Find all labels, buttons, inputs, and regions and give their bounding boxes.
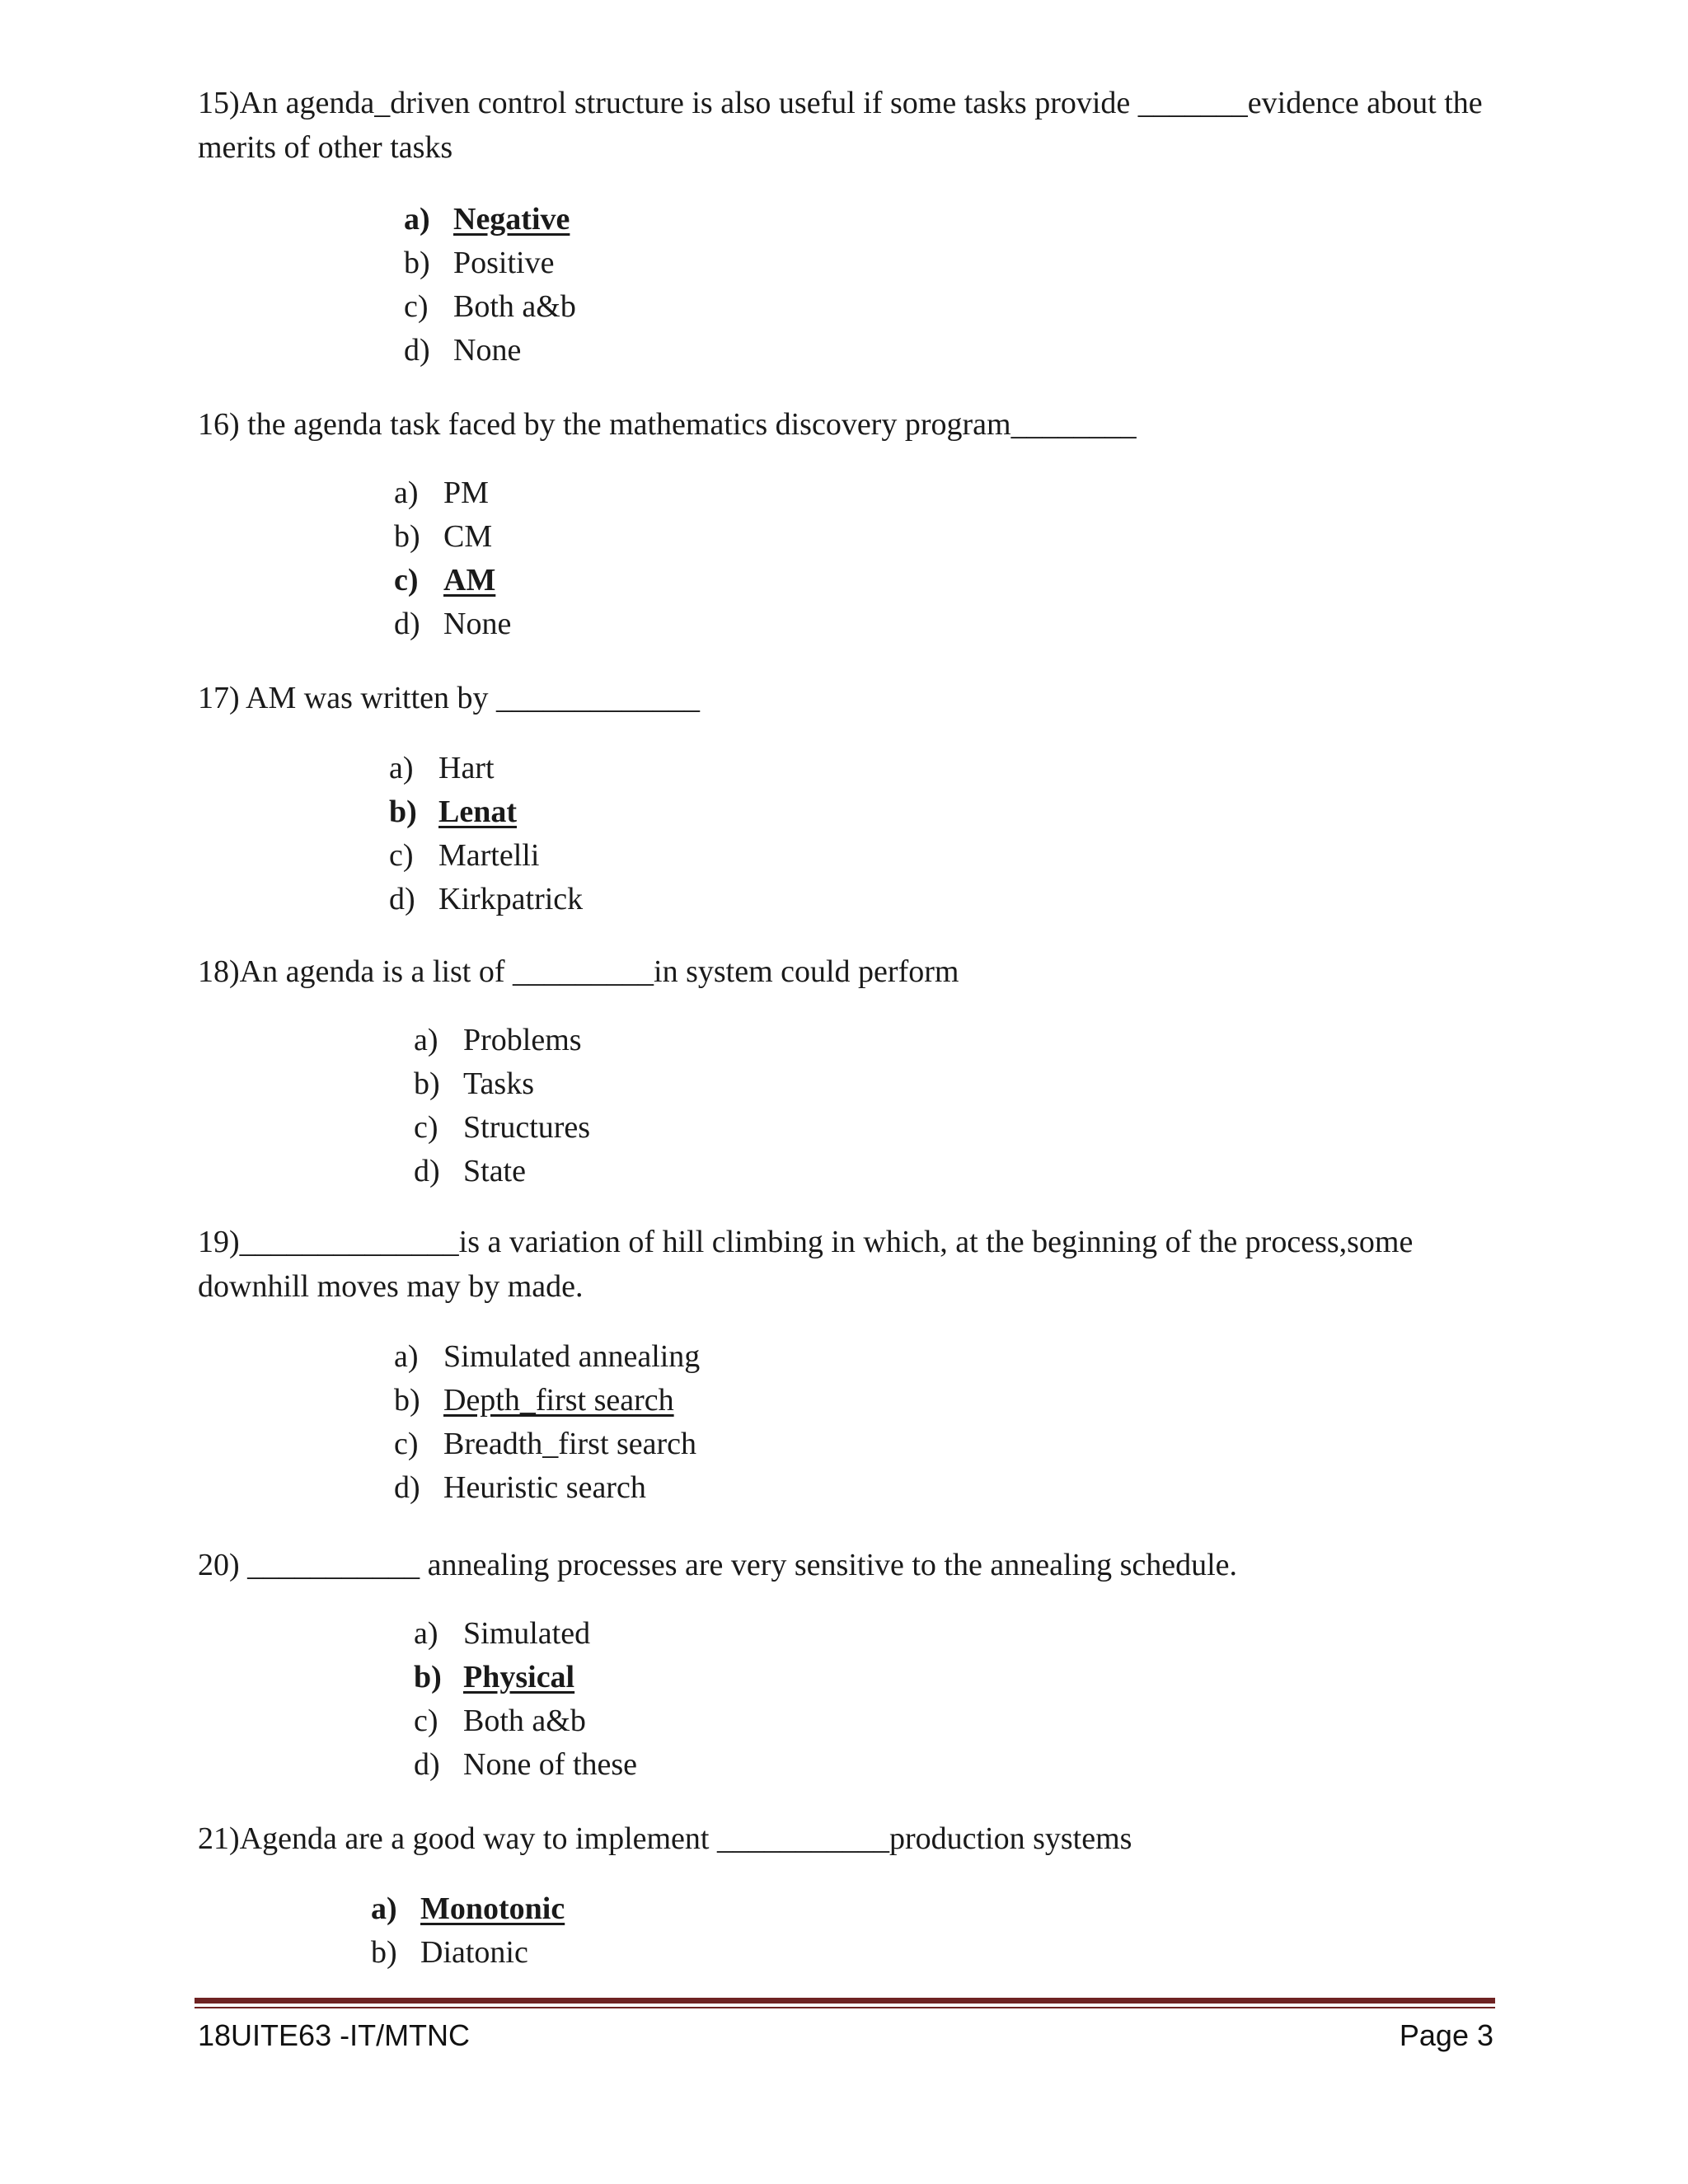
- option-text: Negative: [453, 202, 570, 237]
- option-text: CM: [443, 519, 493, 554]
- footer-page-number: Page 3: [1399, 2018, 1493, 2052]
- option-text: PM: [443, 476, 489, 510]
- option-letter: c): [389, 838, 414, 873]
- option-text: Hart: [438, 751, 495, 785]
- option-16-a: [394, 471, 511, 515]
- option-21-a: [371, 1887, 565, 1931]
- option-19-b: [394, 1379, 700, 1422]
- option-text: None of these: [463, 1747, 638, 1782]
- footer-divider-thin: [195, 2007, 1495, 2008]
- option-letter: c): [414, 1704, 438, 1738]
- option-20-d: [414, 1743, 637, 1787]
- option-20-a: [414, 1612, 637, 1656]
- option-letter: b): [414, 1660, 442, 1694]
- option-16-b: [394, 515, 511, 559]
- option-letter: b): [394, 1383, 420, 1418]
- option-text: Martelli: [438, 838, 540, 873]
- option-letter: b): [371, 1935, 397, 1970]
- question-18: 18)An agenda is a list of _________in system could perform: [198, 954, 959, 989]
- option-15-b: [404, 241, 576, 285]
- options-15: [404, 198, 576, 373]
- question-20: 20) ___________ annealing processes are very sensitive to the annealing schedule.: [198, 1548, 1238, 1582]
- option-19-d: [394, 1466, 700, 1510]
- option-letter: a): [394, 476, 419, 510]
- option-18-c: [414, 1106, 590, 1150]
- question-19: 19)______________is a variation of hill climbing in which, at the beginning of the process,some downhill moves may by made.: [198, 1225, 1414, 1304]
- question-16: 16) the agenda task faced by the mathematics discovery program________: [198, 407, 1137, 442]
- option-text: Positive: [453, 246, 555, 280]
- option-16-c: [394, 559, 511, 602]
- question-17: 17) AM was written by _____________: [198, 681, 701, 715]
- option-letter: d): [394, 1470, 420, 1505]
- option-19-c: [394, 1422, 700, 1466]
- option-text: Simulated: [463, 1616, 591, 1651]
- option-letter: c): [394, 563, 419, 598]
- option-letter: a): [394, 1339, 419, 1374]
- option-text: Problems: [463, 1023, 582, 1057]
- option-text: State: [463, 1154, 526, 1188]
- option-text: None: [453, 333, 522, 368]
- option-15-d: [404, 329, 576, 373]
- option-text: Breadth_first search: [443, 1427, 697, 1461]
- option-18-b: [414, 1062, 590, 1106]
- option-text: Kirkpatrick: [438, 882, 584, 916]
- option-16-d: [394, 602, 511, 646]
- option-text: Monotonic: [420, 1891, 565, 1926]
- option-21-b: [371, 1931, 565, 1975]
- option-17-b: [389, 790, 583, 834]
- option-letter: a): [414, 1616, 438, 1651]
- option-text: Structures: [463, 1110, 591, 1145]
- footer-divider: [195, 1998, 1495, 2004]
- option-text: Lenat: [438, 794, 517, 829]
- option-15-a: [404, 198, 576, 241]
- footer-course-code: 18UITE63 -IT/MTNC: [198, 2018, 471, 2052]
- option-letter: b): [414, 1066, 440, 1101]
- option-17-d: [389, 878, 583, 921]
- option-letter: c): [414, 1110, 438, 1145]
- options-19: [394, 1335, 700, 1510]
- option-text: Both a&b: [463, 1704, 586, 1738]
- option-18-a: [414, 1019, 590, 1062]
- option-letter: b): [404, 246, 430, 280]
- option-letter: c): [404, 289, 429, 324]
- option-15-c: [404, 285, 576, 329]
- option-text: Physical: [463, 1660, 575, 1694]
- option-letter: a): [371, 1891, 397, 1926]
- option-letter: c): [394, 1427, 419, 1461]
- option-letter: a): [414, 1023, 438, 1057]
- question-21: 21)Agenda are a good way to implement ___________production systems: [198, 1821, 1132, 1856]
- option-17-c: [389, 834, 583, 878]
- option-text: Simulated annealing: [443, 1339, 701, 1374]
- options-17: [389, 747, 583, 921]
- option-letter: a): [389, 751, 414, 785]
- option-letter: d): [414, 1154, 440, 1188]
- option-text: AM: [443, 563, 496, 598]
- option-text: Heuristic search: [443, 1470, 646, 1505]
- option-letter: d): [404, 333, 430, 368]
- option-text: Diatonic: [420, 1935, 528, 1970]
- question-15: 15)An agenda_driven control structure is also useful if some tasks provide _______evidence about the merits of other tasks: [198, 86, 1483, 165]
- option-letter: d): [394, 607, 420, 641]
- options-18: [414, 1019, 590, 1193]
- option-19-a: [394, 1335, 700, 1379]
- options-20: [414, 1612, 637, 1787]
- option-text: Tasks: [463, 1066, 535, 1101]
- option-letter: a): [404, 202, 430, 237]
- options-16: [394, 471, 511, 646]
- option-letter: d): [389, 882, 415, 916]
- option-20-c: [414, 1699, 637, 1743]
- option-18-d: [414, 1150, 590, 1193]
- option-text: None: [443, 607, 512, 641]
- option-20-b: [414, 1656, 637, 1699]
- option-17-a: [389, 747, 583, 790]
- option-letter: b): [389, 794, 417, 829]
- option-text: Depth_first search: [443, 1383, 674, 1418]
- option-text: Both a&b: [453, 289, 576, 324]
- options-21: [371, 1887, 565, 1975]
- option-letter: b): [394, 519, 420, 554]
- option-letter: d): [414, 1747, 440, 1782]
